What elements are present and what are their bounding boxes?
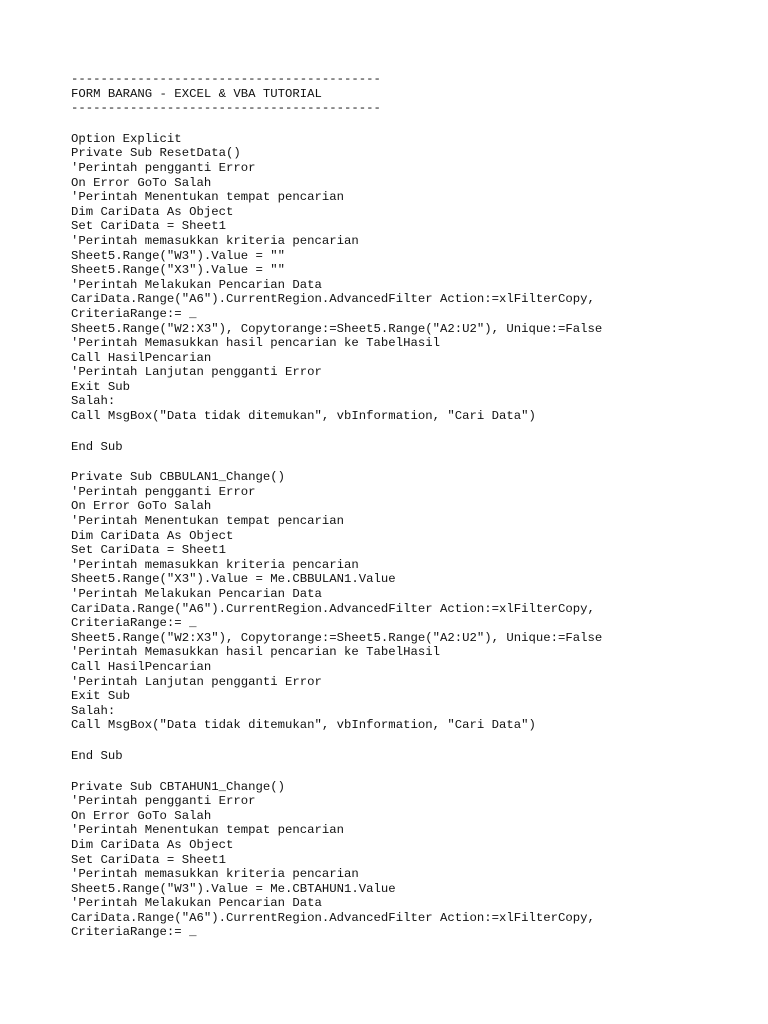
- code-line: Dim CariData As Object: [71, 204, 234, 219]
- code-procedure: [71, 470, 761, 779]
- code-line: Exit Sub: [71, 689, 131, 704]
- code-line: Set CariData = Sheet1: [71, 543, 226, 558]
- code-line: CriteriaRange:= _: [71, 925, 197, 940]
- code-line: On Error GoTo Salah: [71, 175, 212, 190]
- header-rule-bottom: ------------------------------------------: [71, 101, 381, 116]
- code-line: On Error GoTo Salah: [71, 808, 212, 823]
- end-sub-line: End Sub: [71, 439, 123, 454]
- option-explicit-line: Option Explicit: [71, 131, 182, 146]
- code-line: Sheet5.Range("X3").Value = Me.CBBULAN1.Value: [71, 572, 396, 587]
- code-procedure: [71, 780, 761, 941]
- code-line: 'Perintah memasukkan kriteria pencarian: [71, 233, 359, 248]
- code-line: Dim CariData As Object: [71, 837, 234, 852]
- header-rule-top: ------------------------------------------: [71, 72, 381, 86]
- code-line: Private Sub ResetData(): [71, 146, 241, 161]
- code-line: Exit Sub: [71, 379, 131, 394]
- code-line: Sheet5.Range("W3").Value = Me.CBTAHUN1.Value: [71, 881, 396, 896]
- code-line: Call MsgBox("Data tidak ditemukan", vbInformation, "Cari Data"): [71, 718, 536, 733]
- code-line: Call HasilPencarian: [71, 350, 212, 365]
- code-line: 'Perintah Melakukan Pencarian Data: [71, 277, 322, 292]
- code-line: Salah:: [71, 703, 116, 718]
- code-line: Dim CariData As Object: [71, 528, 234, 543]
- code-line: Sheet5.Range("W3").Value = "": [71, 248, 286, 263]
- code-line: Set CariData = Sheet1: [71, 852, 226, 867]
- code-line: Call MsgBox("Data tidak ditemukan", vbInformation, "Cari Data"): [71, 409, 536, 424]
- code-line: 'Perintah pengganti Error: [71, 160, 256, 175]
- code-line: CriteriaRange:= _: [71, 616, 197, 631]
- code-line: Call HasilPencarian: [71, 659, 212, 674]
- code-line: Set CariData = Sheet1: [71, 219, 226, 234]
- code-line: 'Perintah Lanjutan pengganti Error: [71, 365, 322, 380]
- code-line: CriteriaRange:= _: [71, 306, 197, 321]
- code-line: Private Sub CBBULAN1_Change(): [71, 470, 286, 485]
- code-line: 'Perintah Memasukkan hasil pencarian ke TabelHasil: [71, 645, 440, 660]
- code-line: 'Perintah Memasukkan hasil pencarian ke TabelHasil: [71, 336, 440, 351]
- code-line: 'Perintah Lanjutan pengganti Error: [71, 674, 322, 689]
- code-line: 'Perintah Melakukan Pencarian Data: [71, 896, 322, 911]
- code-procedure: [71, 146, 761, 470]
- blank-line: [71, 424, 761, 440]
- procedures-container: [71, 146, 761, 940]
- end-sub-line: End Sub: [71, 748, 123, 763]
- code-line: 'Perintah memasukkan kriteria pencarian: [71, 867, 359, 882]
- document-page: [71, 72, 761, 940]
- code-line: 'Perintah Menentukan tempat pencarian: [71, 190, 345, 205]
- code-line: 'Perintah Menentukan tempat pencarian: [71, 823, 345, 838]
- code-line: 'Perintah Melakukan Pencarian Data: [71, 587, 322, 601]
- code-line: Sheet5.Range("W2:X3"), Copytorange:=Sheet5.Range("A2:U2"), Unique:=False: [71, 321, 603, 336]
- code-line: Sheet5.Range("X3").Value = "": [71, 263, 286, 278]
- code-line: CariData.Range("A6").CurrentRegion.AdvancedFilter Action:=xlFilterCopy,: [71, 292, 595, 307]
- blank-line: [71, 733, 761, 749]
- code-line: 'Perintah memasukkan kriteria pencarian: [71, 557, 359, 572]
- blank-line: [71, 454, 761, 470]
- code-line: Private Sub CBTAHUN1_Change(): [71, 779, 286, 794]
- document-title: FORM BARANG - EXCEL & VBA TUTORIAL: [71, 86, 322, 101]
- blank-line: [71, 764, 761, 780]
- code-line: On Error GoTo Salah: [71, 499, 212, 514]
- document-header: [71, 72, 761, 116]
- code-line: CariData.Range("A6").CurrentRegion.AdvancedFilter Action:=xlFilterCopy,: [71, 910, 595, 925]
- code-line: Sheet5.Range("W2:X3"), Copytorange:=Sheet5.Range("A2:U2"), Unique:=False: [71, 630, 603, 645]
- blank-line: [71, 116, 761, 132]
- code-line: 'Perintah pengganti Error: [71, 484, 256, 499]
- code-line: CariData.Range("A6").CurrentRegion.AdvancedFilter Action:=xlFilterCopy,: [71, 601, 595, 616]
- code-line: 'Perintah pengganti Error: [71, 794, 256, 809]
- code-line: 'Perintah Menentukan tempat pencarian: [71, 514, 345, 529]
- code-line: Salah:: [71, 394, 116, 409]
